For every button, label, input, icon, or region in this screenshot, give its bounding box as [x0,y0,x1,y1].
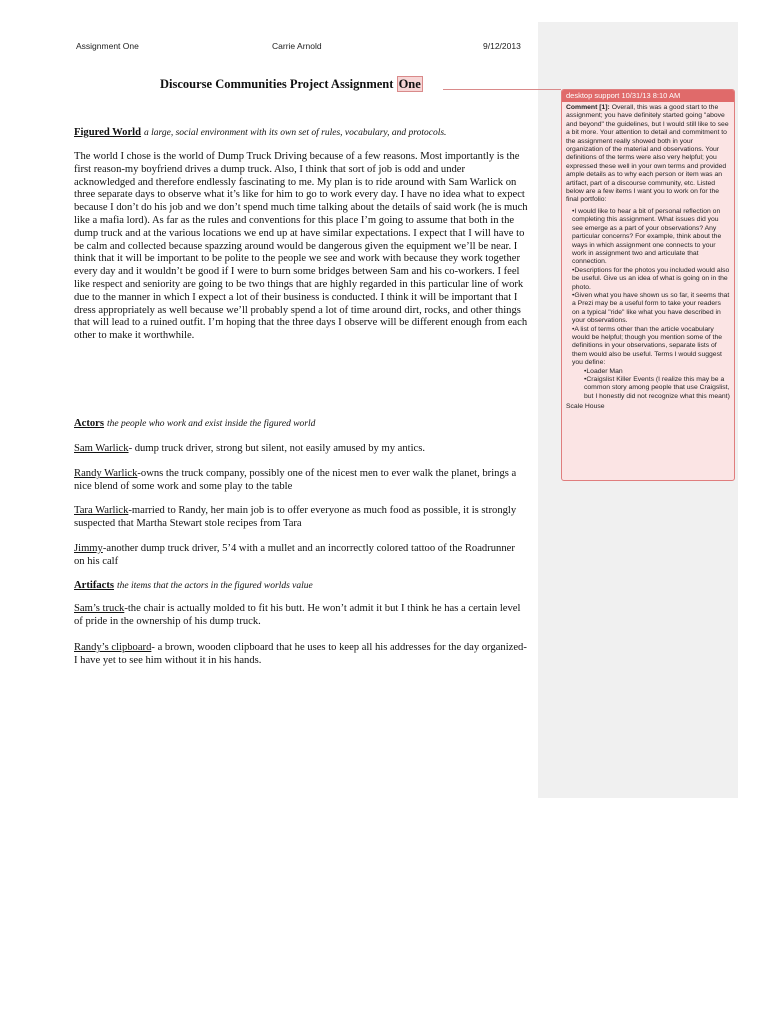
comment-bullet-list [566,208,730,401]
artifact-name: Sam’s truck [74,603,125,614]
comment-body [562,102,734,414]
comment-sub-bullet: •Craigslist Killer Events (I realize this may be a common story among people that use Craigslist, but I honestly did not recognize what this meant) [584,376,730,400]
header-date: 9/12/2013 [483,41,521,51]
page-title [160,77,423,92]
figured-world-term: Figured World [74,127,142,138]
artifact-description: -the chair is actually molded to fit his butt. He won’t admit it but I think he has a certain level of pride in the ownership of his dump truck. [74,603,521,627]
paragraph-text: The world I chose is the world of Dump Truck Driving because of a few reasons. Most importantly is the first reason-my boyfriend drives a dump truck. Also, I think that sort of job is odd and under acknowledged and therefore endlessly fascinating to me. My plan is to ride around with Sam Warlick on three separate days to observe what it’s like for him to go to work every day. I have no idea what to expect because I don’t do his job and we don’t spend much time talking about the details of said work (he is much like a mafia lord). As far as the rules and conventions for this place I’m going to assume that both in the dump truck and at the various locations we end up at have similar expectations. I expect that I will have to be calm and collected because spazzing around would be dangerous given the equipment we’ll be near. I think that it will be important to be polite to the people we see and work with because they work together every day and it wouldn’t be good if I were to burn some bridges between Sam and his co-workers. I feel like respect and seniority are going to be two things that are highly regarded in this particular line of work due to the manner in which I expect a lot of their business is conducted. I think it will be important that I dress appropriately as well because we’ll probably spend a lot of time around dirt, rocks, and other things that will lead to a ruined outfit. I’m hoping that the three days I observe will be different enough from each other to make it worthwhile. [74,151,528,342]
actor-description: -another dump truck driver, 5’4 with a mullet and an incorrectly colored tattoo of the Roadrunner on his calf [74,543,515,567]
actor-description: - dump truck driver, strong but silent, not easily amused by my antics. [128,443,426,454]
artifacts-definition: the items that the actors in the figured worlds value [117,581,313,591]
actors-heading [74,418,528,429]
header-assignment: Assignment One [76,41,139,51]
artifact-item [74,603,528,629]
actor-item [74,443,528,456]
comment-footer: Scale House [566,403,605,411]
comment-text: Overall, this was a good start to the assignment; you have definitely started going "above and beyond" the guidelines, but I would still like to see a bit more. Your attention to detail and commitment to the assignment really showed both in your organization of the material and observations. Your definitions of the terms were also very helpful; you expressed these well in your own terms and provided ample details as to why each person or item was an artifact, part of a discourse community, etc. Listed below are a few items I want you to work on for the final portfolio: [566,104,729,204]
actor-item [74,543,528,569]
comment-label: Comment [1]: [566,104,610,111]
figured-world-definition: a large, social environment with its own set of rules, vocabulary, and protocols. [144,128,447,138]
actor-item [74,468,528,494]
actor-description: -owns the truck company, possibly one of the nicest men to ever walk the planet, brings a nice blend of some work and some play to the table [74,468,517,492]
comment-sub-bullet: •Loader Man [584,367,623,375]
actors-definition: the people who work and exist inside the figured world [107,419,316,429]
actor-description: -married to Randy, her main job is to offer everyone as much food as possible, it is strongly suspected that Martha Stewart stole recipes from Tara [74,505,517,529]
actor-name: Tara Warlick [74,505,129,516]
actors-term: Actors [74,418,105,429]
actor-name: Sam Warlick [74,443,129,454]
figured-world-paragraph [74,151,528,343]
artifact-description: - a brown, wooden clipboard that he uses to keep all his addresses for the day organized-I have yet to see him without it in his hands. [74,642,527,666]
actor-name: Jimmy [74,543,103,554]
actor-item [74,505,528,531]
artifacts-heading [74,580,528,591]
artifact-item [74,642,528,668]
header-author: Carrie Arnold [272,41,322,51]
comment-bullet: •Descriptions for the photos you included would also be useful. Give us an idea of what is going on in the photo. [572,266,730,291]
commented-text[interactable]: One [398,77,421,91]
actor-name: Randy Warlick [74,468,138,479]
comment-connector-line [443,89,561,90]
title-text: Discourse Communities Project Assignment [160,77,394,91]
artifacts-term: Artifacts [74,580,115,591]
figured-world-heading [74,127,528,138]
artifact-name: Randy’s clipboard [74,642,152,653]
comment-author: desktop support 10/31/13 8:10 AM [562,90,734,102]
comment-balloon[interactable] [561,89,735,481]
comment-bullet: •I would like to hear a bit of personal reflection on completing this assignment. What issues did you see emerge as a part of your observations? Any particular concerns? For example, think about the ways in which assignment one connects to your work in assignment two and articulate that connection. [572,207,722,266]
comment-bullet: •A list of terms other than the article vocabulary would be helpful; though you mention some of the definitions in your observations, separate lists of them would also be useful. Terms I would suggest you define: [572,325,723,367]
comment-bullet: •Given what you have shown us so far, it seems that a Prezi may be a useful form to take your readers on a typical "ride" like what you have described in your observations. [572,291,730,325]
